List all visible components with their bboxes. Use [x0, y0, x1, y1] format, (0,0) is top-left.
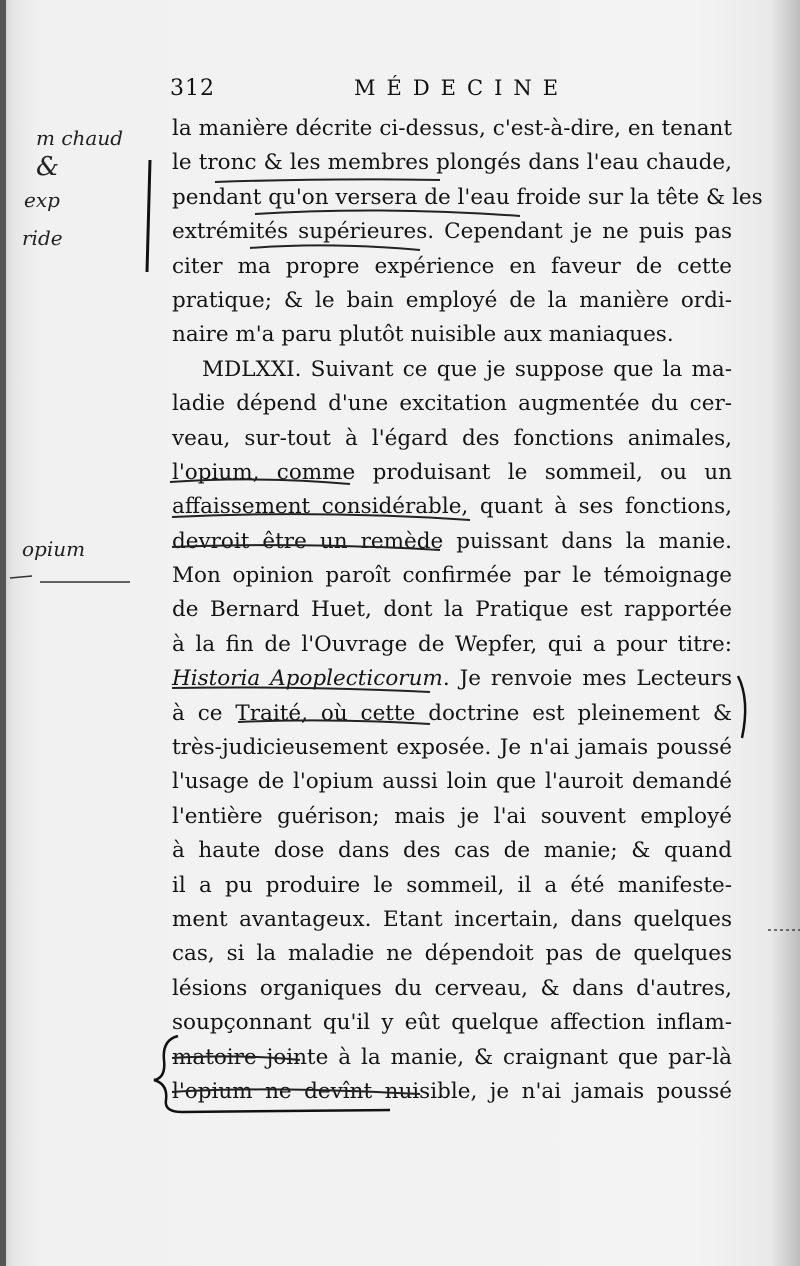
text-line: Mon opinion paroît confirmée par le témoignage — [172, 563, 732, 589]
book-title: Historia Apoplecticorum — [172, 666, 443, 692]
body-text — [172, 112, 763, 1109]
running-head: MÉDECINE — [354, 76, 570, 100]
text-line: affaissement considérable, quant à ses fonctions, — [172, 494, 732, 520]
page-header — [170, 76, 730, 106]
bracket-mark — [738, 676, 745, 738]
marginal-note: m chaud — [36, 126, 124, 150]
text-line: soupçonnant qu'il y eût quelque affection inflam- — [172, 1010, 732, 1036]
text-line: il a pu produire le sommeil, il a été manifeste- — [172, 872, 732, 898]
text-line: matoire jointe à la manie, & craignant que par-là — [172, 1044, 732, 1070]
text-line: pratique; & le bain employé de la manière ordi- — [172, 287, 732, 313]
text-line: devroit être un remède puissant dans la manie. — [172, 528, 732, 554]
text-line: à haute dose dans des cas de manie; & quand — [172, 838, 732, 864]
text-line: la manière décrite ci-dessus, c'est-à-dire, en tenant — [172, 116, 732, 141]
text-line: l'opium ne devînt nuisible, je n'ai jamais poussé — [172, 1078, 732, 1104]
text-line: cas, si la maladie ne dépendoit pas de quelques — [172, 941, 732, 967]
marginal-note: & — [36, 152, 60, 182]
text-line: à la fin de l'Ouvrage de Wepfer, qui a pour titre: — [172, 631, 732, 657]
margin-stroke-mark — [10, 576, 32, 578]
text-line: l'opium, comme produisant le sommeil, ou un — [172, 459, 732, 485]
page-number: 312 — [170, 76, 215, 101]
text-line: ment avantageux. Etant incertain, dans quelques — [172, 906, 732, 932]
text-line: veau, sur-tout à l'égard des fonctions animales, — [172, 425, 732, 451]
margin-bar-mark — [147, 160, 150, 272]
text-line: naire m'a paru plutôt nuisible aux maniaques. — [172, 322, 674, 348]
text-line: l'entière guérison; mais je l'ai souvent employé — [172, 803, 732, 829]
text-line: extrémités supérieures. Cependant je ne puis pas — [172, 219, 732, 245]
text-line: l'usage de l'opium aussi loin que l'auroit demandé — [172, 769, 732, 795]
text-line-rest: . Je renvoie mes Lecteurs — [442, 666, 732, 692]
text-line: le tronc & les membres plongés dans l'eau chaude, — [172, 150, 732, 176]
marginal-note: ride — [22, 226, 63, 250]
text-line: de Bernard Huet, dont la Pratique est rapportée — [172, 597, 732, 623]
text-line: ladie dépend d'une excitation augmentée du cer- — [172, 391, 732, 417]
marginal-note: exp — [24, 188, 60, 212]
text-line: pendant qu'on versera de l'eau froide sur la tête & les — [172, 184, 763, 210]
paragraph-start-line: MDLXXI. Suivant ce que je suppose que la ma- — [202, 356, 732, 382]
text-line: très-judicieusement exposée. Je n'ai jamais poussé — [172, 735, 732, 761]
marginal-note: opium — [22, 537, 86, 561]
text-line-with-title — [172, 662, 732, 696]
text-line: à ce Traité, où cette doctrine est pleinement & — [172, 700, 732, 726]
text-line: citer ma propre expérience en faveur de cette — [172, 253, 732, 279]
page-gutter-shadow — [0, 0, 6, 1266]
text-line: lésions organiques du cerveau, & dans d'autres, — [172, 975, 732, 1001]
